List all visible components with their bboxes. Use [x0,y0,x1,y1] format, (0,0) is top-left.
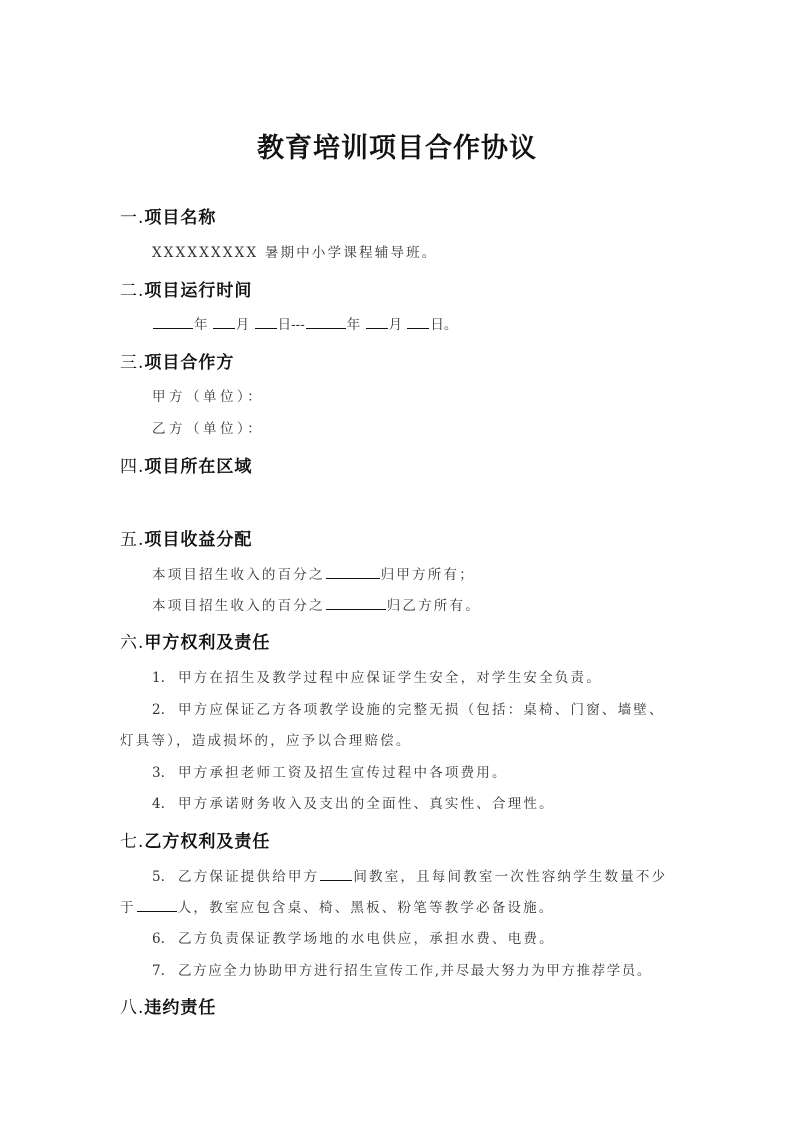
section-title: 违约责任 [144,998,217,1018]
party-a-line: 甲方（单位）： [152,389,265,405]
list-item-continuation [120,896,555,916]
document-title: 教育培训项目合作协议 [257,133,537,164]
item-text: 乙方保证提供给甲方 [178,869,320,885]
item-text: 乙方负责保证教学场地的水电供应，承担水费、电费。 [178,931,555,947]
list-item [152,865,667,885]
list-item [152,761,508,781]
section-number: 二. [120,281,145,301]
list-item-continuation: 灯具等），造成损坏的，应予以合理赔偿。 [120,733,412,749]
section-title: 项目收益分配 [144,530,253,550]
end-day-blank[interactable] [407,314,429,329]
end-mark: 。 [443,317,458,333]
item-number: 7. [152,963,165,979]
section-heading-4 [120,452,252,477]
end-month-blank[interactable] [366,314,388,329]
party-b-percent-blank[interactable] [326,595,386,610]
classroom-count-blank[interactable] [320,866,352,881]
item-text: 间教室，且每间教室一次性容纳学生数量不少 [353,869,668,885]
revenue-text: 归甲方所有； [380,567,475,583]
month-label: 月 [388,317,403,333]
end-year-blank[interactable] [306,314,346,329]
item-text: 甲方在招生及教学过程中应保证学生安全，对学生安全负责。 [178,670,602,686]
list-item [152,959,652,979]
section-title: 项目名称 [144,208,217,228]
revenue-text: 本项目招生收入的百分之 [152,598,325,614]
section-number: 五. [120,530,145,550]
section-heading-3 [120,348,234,373]
month-label: 月 [235,317,250,333]
item-number: 3. [152,765,165,781]
section-heading-1 [120,203,216,228]
section-title: 甲方权利及责任 [144,633,271,653]
project-name-line: XXXXXXXXX 暑期中小学课程辅导班。 [152,245,438,261]
item-number: 5. [152,869,165,885]
section-heading-8 [120,993,216,1018]
revenue-share-b-line [152,594,481,614]
date-range-line [152,313,457,333]
party-a-percent-blank[interactable] [326,564,380,579]
party-b-line: 乙方（单位）： [152,421,265,437]
start-day-blank[interactable] [255,314,277,329]
day-label: 日 [430,317,444,333]
section-number: 七. [120,832,145,852]
section-number: 一. [120,208,145,228]
section-number: 六. [120,633,145,653]
list-item [152,666,602,686]
item-text: 甲方承诺财务收入及支出的全面性、真实性、合理性。 [178,796,555,812]
year-label: 年 [346,317,361,333]
item-text: 乙方应全力协助甲方进行招生宣传工作,并尽最大努力为甲方推荐学员。 [178,963,652,979]
revenue-share-a-line [152,563,475,583]
item-text: 甲方应保证乙方各项教学设施的完整无损（包括：桌椅、门窗、墙壁、 [178,702,665,718]
section-number: 三. [120,353,145,373]
date-separator: --- [291,317,305,333]
list-item [152,698,665,718]
revenue-text: 本项目招生收入的百分之 [152,567,325,583]
item-number: 6. [152,931,165,947]
item-number: 1. [152,670,165,686]
day-label: 日 [277,317,292,333]
section-title: 乙方权利及责任 [144,832,271,852]
section-heading-2 [120,276,252,301]
section-heading-6 [120,628,270,653]
year-label: 年 [194,317,208,333]
section-title: 项目运行时间 [144,281,253,301]
list-item [152,927,555,947]
section-heading-5 [120,525,252,550]
section-number: 四. [120,457,145,477]
start-month-blank[interactable] [213,314,235,329]
section-number: 八. [120,998,145,1018]
item-number: 4. [152,796,165,812]
item-text: 甲方承担老师工资及招生宣传过程中各项费用。 [178,765,508,781]
section-title: 项目合作方 [144,353,235,373]
list-item [152,792,555,812]
item-text: 于 [120,900,136,916]
start-year-blank[interactable] [153,314,193,329]
section-title: 项目所在区域 [144,457,253,477]
student-count-blank[interactable] [137,897,177,912]
item-number: 2. [152,702,165,718]
revenue-text: 归乙方所有。 [386,598,481,614]
section-heading-7 [120,827,270,852]
item-text: 人，教室应包含桌、椅、黑板、粉笔等教学必备设施。 [177,900,555,916]
